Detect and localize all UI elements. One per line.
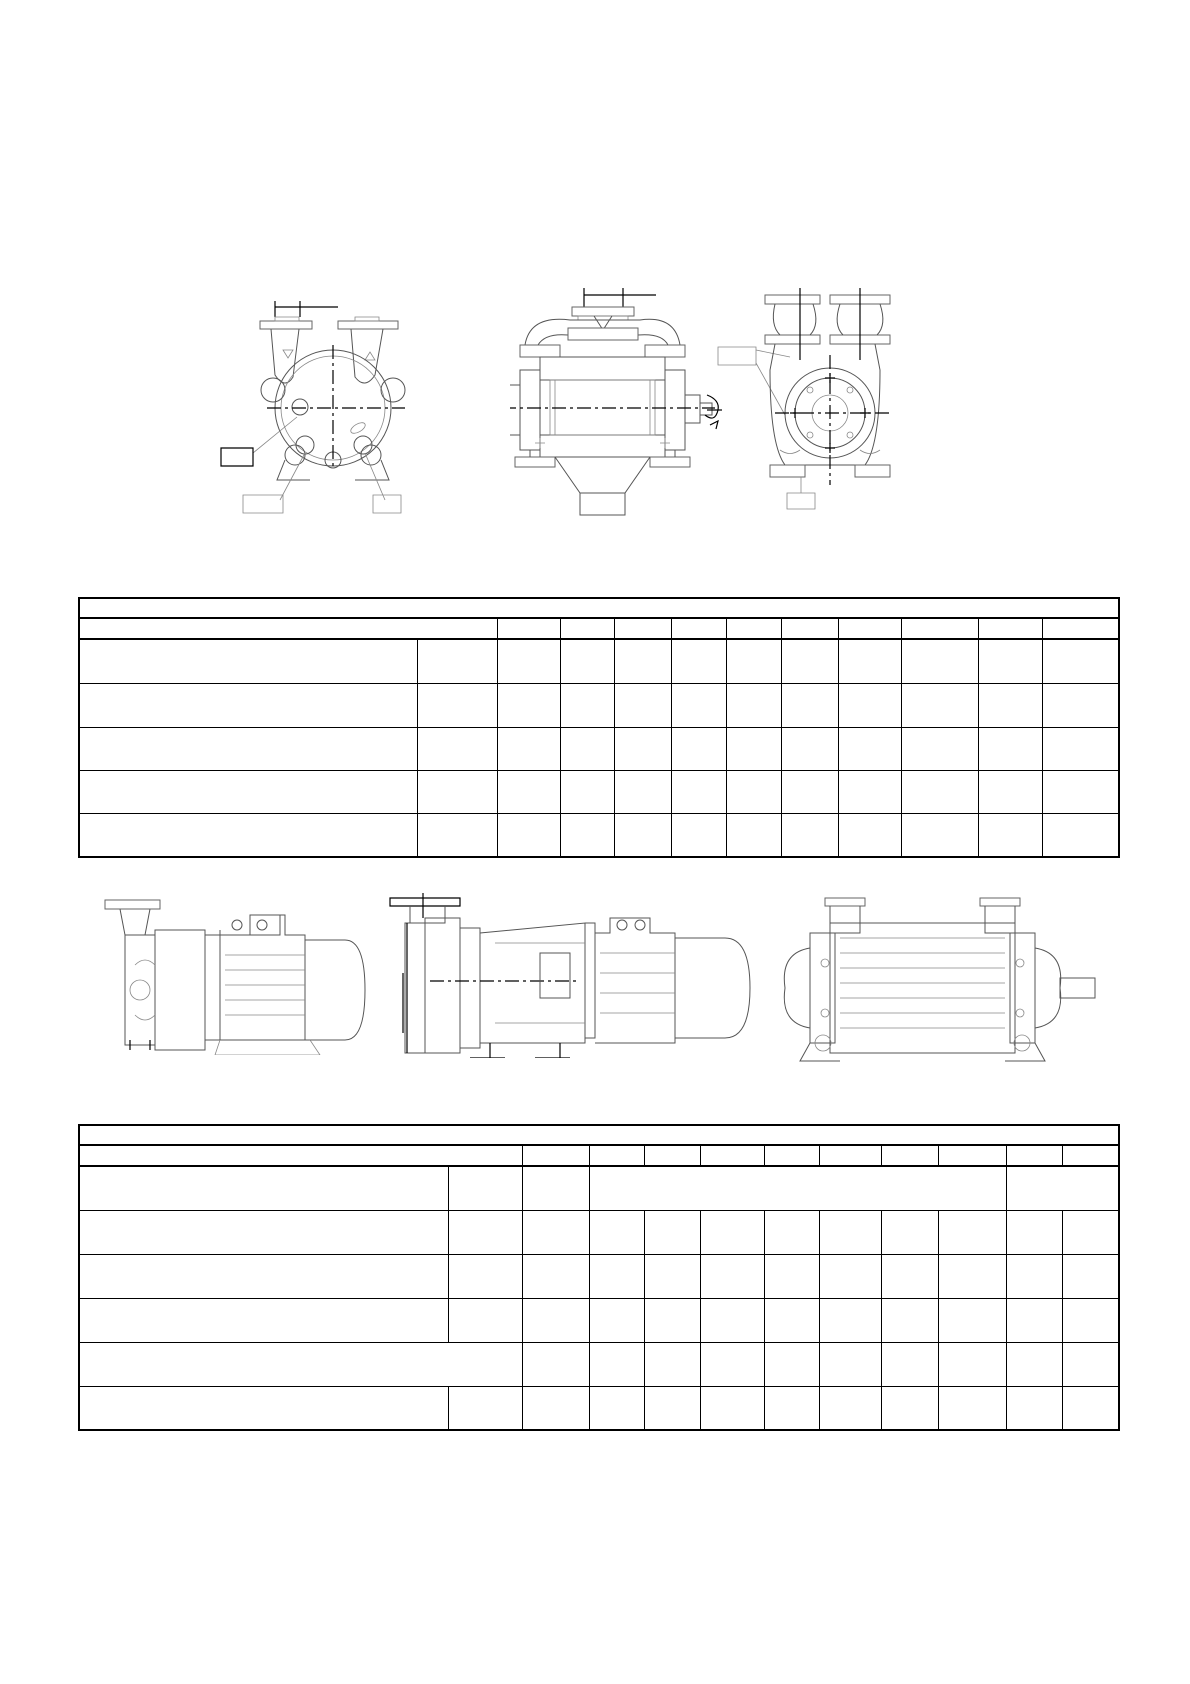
table-cell xyxy=(939,1145,1007,1166)
table1-header-row xyxy=(79,618,1119,639)
table-cell xyxy=(561,618,615,639)
table-cell xyxy=(781,727,838,770)
table-cell xyxy=(726,814,781,857)
table-cell xyxy=(901,618,978,639)
table-cell xyxy=(590,1210,645,1254)
table-cell xyxy=(781,683,838,727)
table-cell xyxy=(819,1298,881,1342)
table-cell xyxy=(645,1298,701,1342)
table-cell xyxy=(979,683,1043,727)
table-cell xyxy=(497,639,561,683)
table-cell xyxy=(901,771,978,814)
table-cell xyxy=(79,683,417,727)
table-cell xyxy=(819,1145,881,1166)
table-cell xyxy=(1042,618,1119,639)
table-cell xyxy=(417,683,497,727)
table-cell xyxy=(79,727,417,770)
table-cell xyxy=(522,1145,590,1166)
table-cell xyxy=(781,814,838,857)
table-cell xyxy=(561,771,615,814)
table-cell xyxy=(497,618,561,639)
table-cell xyxy=(1007,1254,1063,1298)
table-cell xyxy=(79,639,417,683)
table-cell xyxy=(839,771,902,814)
table-cell xyxy=(901,727,978,770)
table-cell xyxy=(645,1210,701,1254)
table-cell xyxy=(901,683,978,727)
table-cell xyxy=(671,618,726,639)
table2-header-row xyxy=(79,1145,1119,1166)
table-cell xyxy=(1042,727,1119,770)
table-cell xyxy=(590,1254,645,1298)
table-cell xyxy=(79,814,417,857)
table-cell xyxy=(79,1298,448,1342)
two-stage-pump-drawing xyxy=(780,893,1110,1065)
monoblock-pump-drawing xyxy=(100,895,370,1055)
table-cell xyxy=(764,1210,819,1254)
table-cell xyxy=(1007,1166,1119,1210)
table-row xyxy=(79,1210,1119,1254)
table-cell xyxy=(671,771,726,814)
table-row xyxy=(79,1342,1119,1386)
table-cell xyxy=(590,1145,645,1166)
table-cell xyxy=(1063,1386,1119,1430)
table-cell xyxy=(448,1166,522,1210)
table-cell xyxy=(1007,1386,1063,1430)
table-cell xyxy=(671,639,726,683)
table-cell xyxy=(726,639,781,683)
table-cell xyxy=(979,814,1043,857)
table-cell xyxy=(448,1254,522,1298)
table1-title xyxy=(79,598,1119,618)
table-cell xyxy=(1063,1254,1119,1298)
table-cell xyxy=(726,727,781,770)
table-cell xyxy=(839,618,902,639)
table-cell xyxy=(701,1386,764,1430)
table-cell xyxy=(701,1342,764,1386)
table-cell xyxy=(939,1254,1007,1298)
table-cell xyxy=(79,1386,448,1430)
table-cell xyxy=(839,727,902,770)
table-cell xyxy=(1007,1342,1063,1386)
table-cell xyxy=(882,1298,939,1342)
table-cell xyxy=(522,1210,590,1254)
table-cell xyxy=(979,639,1043,683)
table-cell xyxy=(726,618,781,639)
table-cell xyxy=(497,683,561,727)
table-cell xyxy=(671,727,726,770)
table-cell xyxy=(645,1386,701,1430)
table-cell xyxy=(939,1210,1007,1254)
table-cell xyxy=(79,1145,522,1166)
table-row xyxy=(79,1254,1119,1298)
table-cell xyxy=(701,1210,764,1254)
table2-title-row xyxy=(79,1125,1119,1145)
table-cell xyxy=(615,639,671,683)
table-cell xyxy=(590,1386,645,1430)
table-cell xyxy=(979,618,1043,639)
table2-title xyxy=(79,1125,1119,1145)
table-cell xyxy=(615,727,671,770)
table-cell xyxy=(979,727,1043,770)
table-row xyxy=(79,639,1119,683)
table-cell xyxy=(522,1298,590,1342)
table-cell xyxy=(701,1254,764,1298)
table-cell xyxy=(671,683,726,727)
table-cell xyxy=(561,814,615,857)
table-cell xyxy=(882,1386,939,1430)
table-cell xyxy=(819,1386,881,1430)
table-row xyxy=(79,1386,1119,1430)
table-cell xyxy=(522,1254,590,1298)
table-cell xyxy=(79,1166,448,1210)
table-cell xyxy=(1042,639,1119,683)
table-cell xyxy=(764,1145,819,1166)
table-row xyxy=(79,683,1119,727)
table-cell xyxy=(819,1210,881,1254)
table-cell xyxy=(701,1145,764,1166)
table-cell xyxy=(561,639,615,683)
front-view-drawing xyxy=(215,295,430,515)
table-cell xyxy=(615,814,671,857)
table-cell xyxy=(1063,1298,1119,1342)
table-cell xyxy=(79,1342,522,1386)
table-cell xyxy=(1063,1210,1119,1254)
table-cell xyxy=(615,683,671,727)
table-cell xyxy=(79,1210,448,1254)
table-cell xyxy=(882,1342,939,1386)
table-cell xyxy=(1042,814,1119,857)
table-cell xyxy=(522,1166,590,1210)
table-cell xyxy=(939,1298,1007,1342)
table-cell xyxy=(417,727,497,770)
table-cell xyxy=(1063,1145,1119,1166)
table-cell xyxy=(979,771,1043,814)
table-cell xyxy=(448,1210,522,1254)
table-cell xyxy=(764,1386,819,1430)
table-cell xyxy=(1042,771,1119,814)
table-cell xyxy=(590,1298,645,1342)
table-cell xyxy=(645,1254,701,1298)
table-cell xyxy=(764,1254,819,1298)
table-cell xyxy=(701,1298,764,1342)
end-view-drawing xyxy=(715,285,915,520)
table-cell xyxy=(645,1145,701,1166)
table-cell xyxy=(781,639,838,683)
table-cell xyxy=(1063,1342,1119,1386)
table-cell xyxy=(645,1342,701,1386)
motor-pump-drawing xyxy=(385,893,755,1058)
table-row xyxy=(79,814,1119,857)
table-cell xyxy=(417,639,497,683)
table-cell xyxy=(901,814,978,857)
table-row xyxy=(79,1166,1119,1210)
table-cell xyxy=(522,1342,590,1386)
table-cell xyxy=(781,618,838,639)
table-cell xyxy=(497,814,561,857)
table-cell xyxy=(497,727,561,770)
table-cell xyxy=(819,1254,881,1298)
table-cell xyxy=(590,1342,645,1386)
table-cell xyxy=(79,771,417,814)
table-cell xyxy=(79,618,497,639)
table-cell xyxy=(497,771,561,814)
table-cell xyxy=(561,727,615,770)
table-cell xyxy=(882,1210,939,1254)
table-cell xyxy=(764,1298,819,1342)
table-cell xyxy=(1042,683,1119,727)
table-row xyxy=(79,727,1119,770)
table-cell xyxy=(615,771,671,814)
table-cell xyxy=(839,814,902,857)
table-cell xyxy=(448,1298,522,1342)
table-cell xyxy=(726,683,781,727)
table-cell xyxy=(781,771,838,814)
table-cell xyxy=(417,814,497,857)
table-cell xyxy=(939,1386,1007,1430)
table-cell xyxy=(1007,1298,1063,1342)
table-cell xyxy=(590,1166,1007,1210)
table-cell xyxy=(901,639,978,683)
table-cell xyxy=(671,814,726,857)
table-cell xyxy=(561,683,615,727)
table-row xyxy=(79,771,1119,814)
table-cell xyxy=(839,639,902,683)
table-cell xyxy=(448,1386,522,1430)
table-cell xyxy=(939,1342,1007,1386)
table-cell xyxy=(79,1254,448,1298)
spec-table-1 xyxy=(78,597,1120,858)
table-cell xyxy=(615,618,671,639)
table-cell xyxy=(764,1342,819,1386)
table-cell xyxy=(522,1386,590,1430)
table-cell xyxy=(882,1254,939,1298)
table-cell xyxy=(882,1145,939,1166)
table-cell xyxy=(417,771,497,814)
table-cell xyxy=(819,1342,881,1386)
table-row xyxy=(79,1298,1119,1342)
table1-title-row xyxy=(79,598,1119,618)
spec-table-2 xyxy=(78,1124,1120,1431)
table-cell xyxy=(839,683,902,727)
table-cell xyxy=(726,771,781,814)
table-cell xyxy=(1007,1210,1063,1254)
table-cell xyxy=(1007,1145,1063,1166)
